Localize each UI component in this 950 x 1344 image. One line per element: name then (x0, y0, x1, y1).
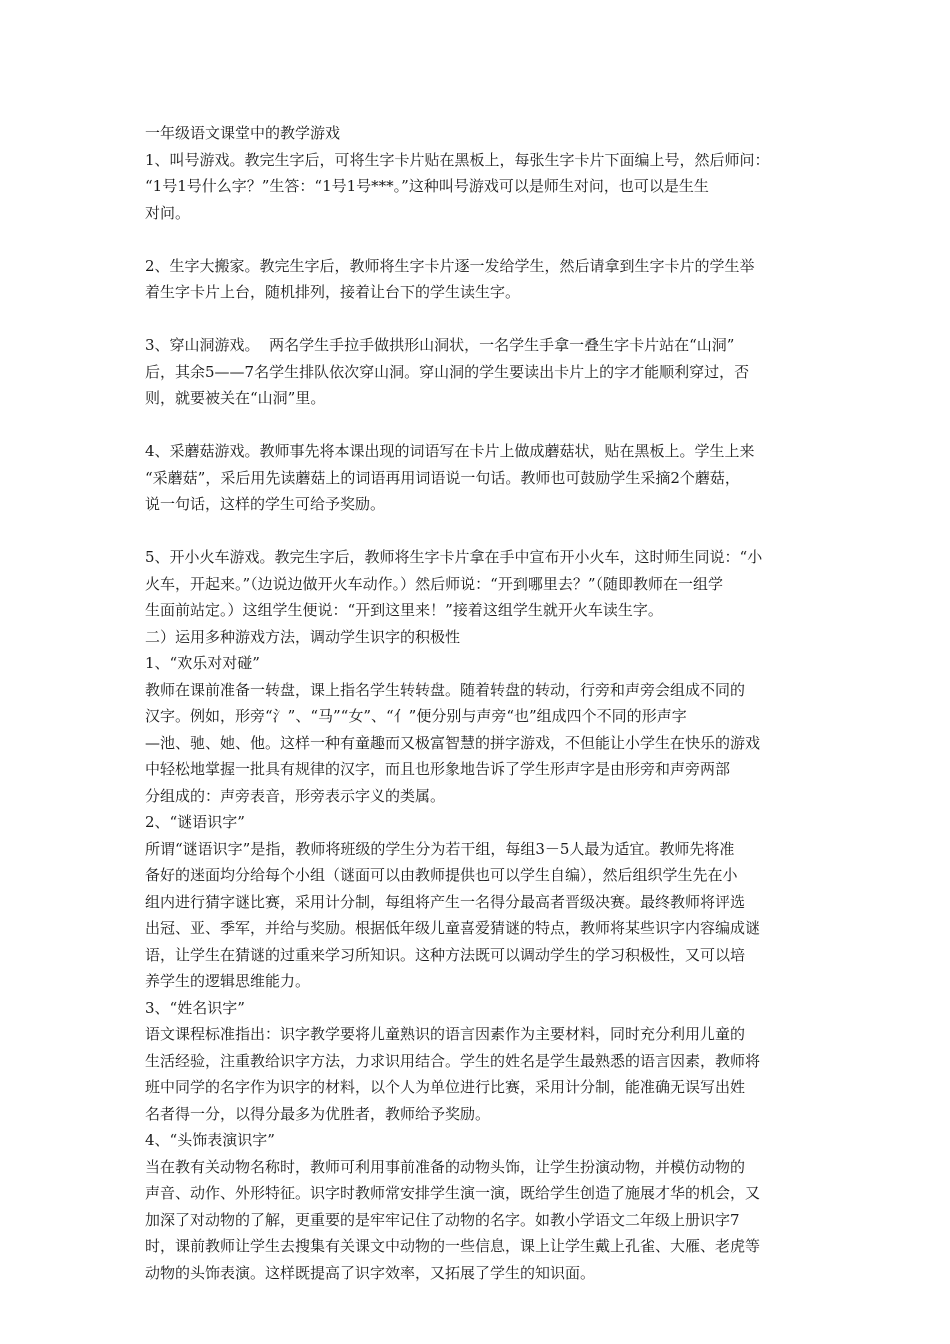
section-2-heading: 二）运用多种游戏方法，调动学生识字的积极性 (145, 627, 461, 646)
item-3-line-1: 语文课程标准指出：识字教学要将儿童熟识的语言因素作为主要材料，同时充分利用儿童的 (145, 1025, 746, 1043)
item-4-line-4: 时，课前教师让学生去搜集有关课文中动物的一些信息，课上让学生戴上孔雀、大雁、老虎等 (145, 1237, 761, 1255)
game-1-line-3: 对问。 (145, 203, 191, 222)
document-page (145, 120, 815, 1286)
item-1-line-1: 教师在课前准备一转盘，课上指名学生转转盘。随着转盘的转动，行旁和声旁会组成不同的 (145, 680, 746, 699)
item-2-line-4: 出冠、亚、季军，并给与奖励。根据低年级儿童喜爱猜谜的特点，教师将某些识字内容编成谜 (145, 919, 761, 937)
game-5-line-3: 生面前站定。）这组学生便说：“开到这里来！”接着这组学生就开火车读生字。 (145, 601, 663, 619)
item-1-line-4: 中轻松地掌握一批具有规律的汉字，而且也形象地告诉了学生形声字是由形旁和声旁两部 (145, 760, 731, 778)
item-2-line-2: 备好的迷面均分给每个小组（谜面可以由教师提供也可以学生自编），然后组织学生先在小 (145, 866, 738, 884)
item-3-line-3: 班中同学的名字作为识字的材料，以个人为单位进行比赛，采用计分制，能准确无误写出姓 (145, 1078, 746, 1096)
game-5-line-2: 火车，开起来。”（边说边做开火车动作。）然后师说：“开到哪里去？”（随即教师在一组学 (145, 574, 724, 593)
game-5-line-1: 5、开小火车游戏。教完生字后，教师将生字卡片拿在手中宣布开小火车，这时师生同说：“小 (145, 548, 763, 566)
game-4-line-1: 4、采蘑菇游戏。教师事先将本课出现的词语写在卡片上做成蘑菇状，贴在黑板上。学生上来 (145, 442, 755, 460)
game-2-line-1: 2、生字大搬家。教完生字后，教师将生字卡片逐一发给学生，然后请拿到生字卡片的学生举 (145, 256, 755, 275)
paragraph-gap (145, 518, 815, 545)
item-4-line-2: 声音、动作、外形特征。识字时教师常安排学生演一演，既给学生创造了施展才华的机会，又 (145, 1184, 761, 1202)
item-1-line-5: 分组成的：声旁表音，形旁表示字义的类属。 (145, 786, 446, 805)
item-4-line-3: 加深了对动物的了解，更重要的是牢牢记住了动物的名字。如教小学语文二年级上册识字7 (145, 1210, 740, 1229)
game-3-line-3: 则，就要被关在“山洞”里。 (145, 389, 326, 407)
item-2-line-1: 所谓“谜语识字”是指，教师将班级的学生分为若干组，每组3－5人最为适宜。教师先将准 (145, 839, 735, 858)
paragraph-gap (145, 226, 815, 253)
item-4-line-1: 当在教有关动物名称时，教师可利用事前准备的动物头饰，让学生扮演动物，并模仿动物的 (145, 1157, 746, 1176)
paragraph-gap (145, 412, 815, 439)
item-3-heading: 3、“姓名识字” (145, 998, 245, 1017)
item-2-line-5: 语，让学生在猜谜的过重来学习所知识。这种方法既可以调动学生的学习积极性，又可以培 (145, 945, 746, 964)
item-4-line-5: 动物的头饰表演。这样既提高了识字效率，又拓展了学生的知识面。 (145, 1263, 596, 1282)
item-2-heading: 2、“谜语识字” (145, 813, 245, 831)
item-3-line-2: 生活经验，注重教给识字方法，力求识用结合。学生的姓名是学生最熟悉的语言因素，教师将 (145, 1051, 761, 1070)
game-1-line-1: 1、叫号游戏。教完生字后，可将生字卡片贴在黑板上，每张生字卡片下面编上号，然后师问： (145, 150, 770, 169)
item-1-heading: 1、“欢乐对对碰” (145, 654, 260, 672)
game-3-line-1: 3、穿山洞游戏。 两名学生手拉手做拱形山洞状，一名学生手拿一叠生字卡片站在“山洞” (145, 336, 735, 354)
paragraph-gap (145, 306, 815, 333)
game-2-line-2: 着生字卡片上台，随机排列，接着让台下的学生读生字。 (145, 283, 521, 301)
item-2-line-6: 养学生的逻辑思维能力。 (145, 972, 311, 990)
item-1-line-3: —池、驰、她、他。这样一种有童趣而又极富智慧的拼字游戏，不但能让小学生在快乐的游戏 (145, 733, 761, 752)
item-3-line-4: 名者得一分，以得分最多为优胜者，教师给予奖励。 (145, 1104, 491, 1123)
game-4-line-2: “采蘑菇”，采后用先读蘑菇上的词语再用词语说一句话。教师也可鼓励学生采摘2个蘑菇， (145, 468, 740, 487)
game-4-line-3: 说一句话，这样的学生可给予奖励。 (145, 495, 386, 513)
document-title: 一年级语文课堂中的教学游戏 (145, 124, 341, 142)
game-1-line-2: “1号1号什么字？”生答：“1号1号***。”这种叫号游戏可以是师生对问，也可以是生生 (145, 177, 709, 195)
item-1-line-2: 汉字。例如，形旁“氵”、“马”“女”、“亻”便分别与声旁“也”组成四个不同的形声字 (145, 707, 687, 725)
item-4-heading: 4、“头饰表演识字” (145, 1131, 275, 1149)
game-3-line-2: 后，其余5——7名学生排队依次穿山洞。穿山洞的学生要读出卡片上的字才能顺利穿过，否 (145, 362, 750, 381)
item-2-line-3: 组内进行猜字谜比赛，采用计分制，每组将产生一名得分最高者晋级决赛。最终教师将评选 (145, 892, 746, 911)
